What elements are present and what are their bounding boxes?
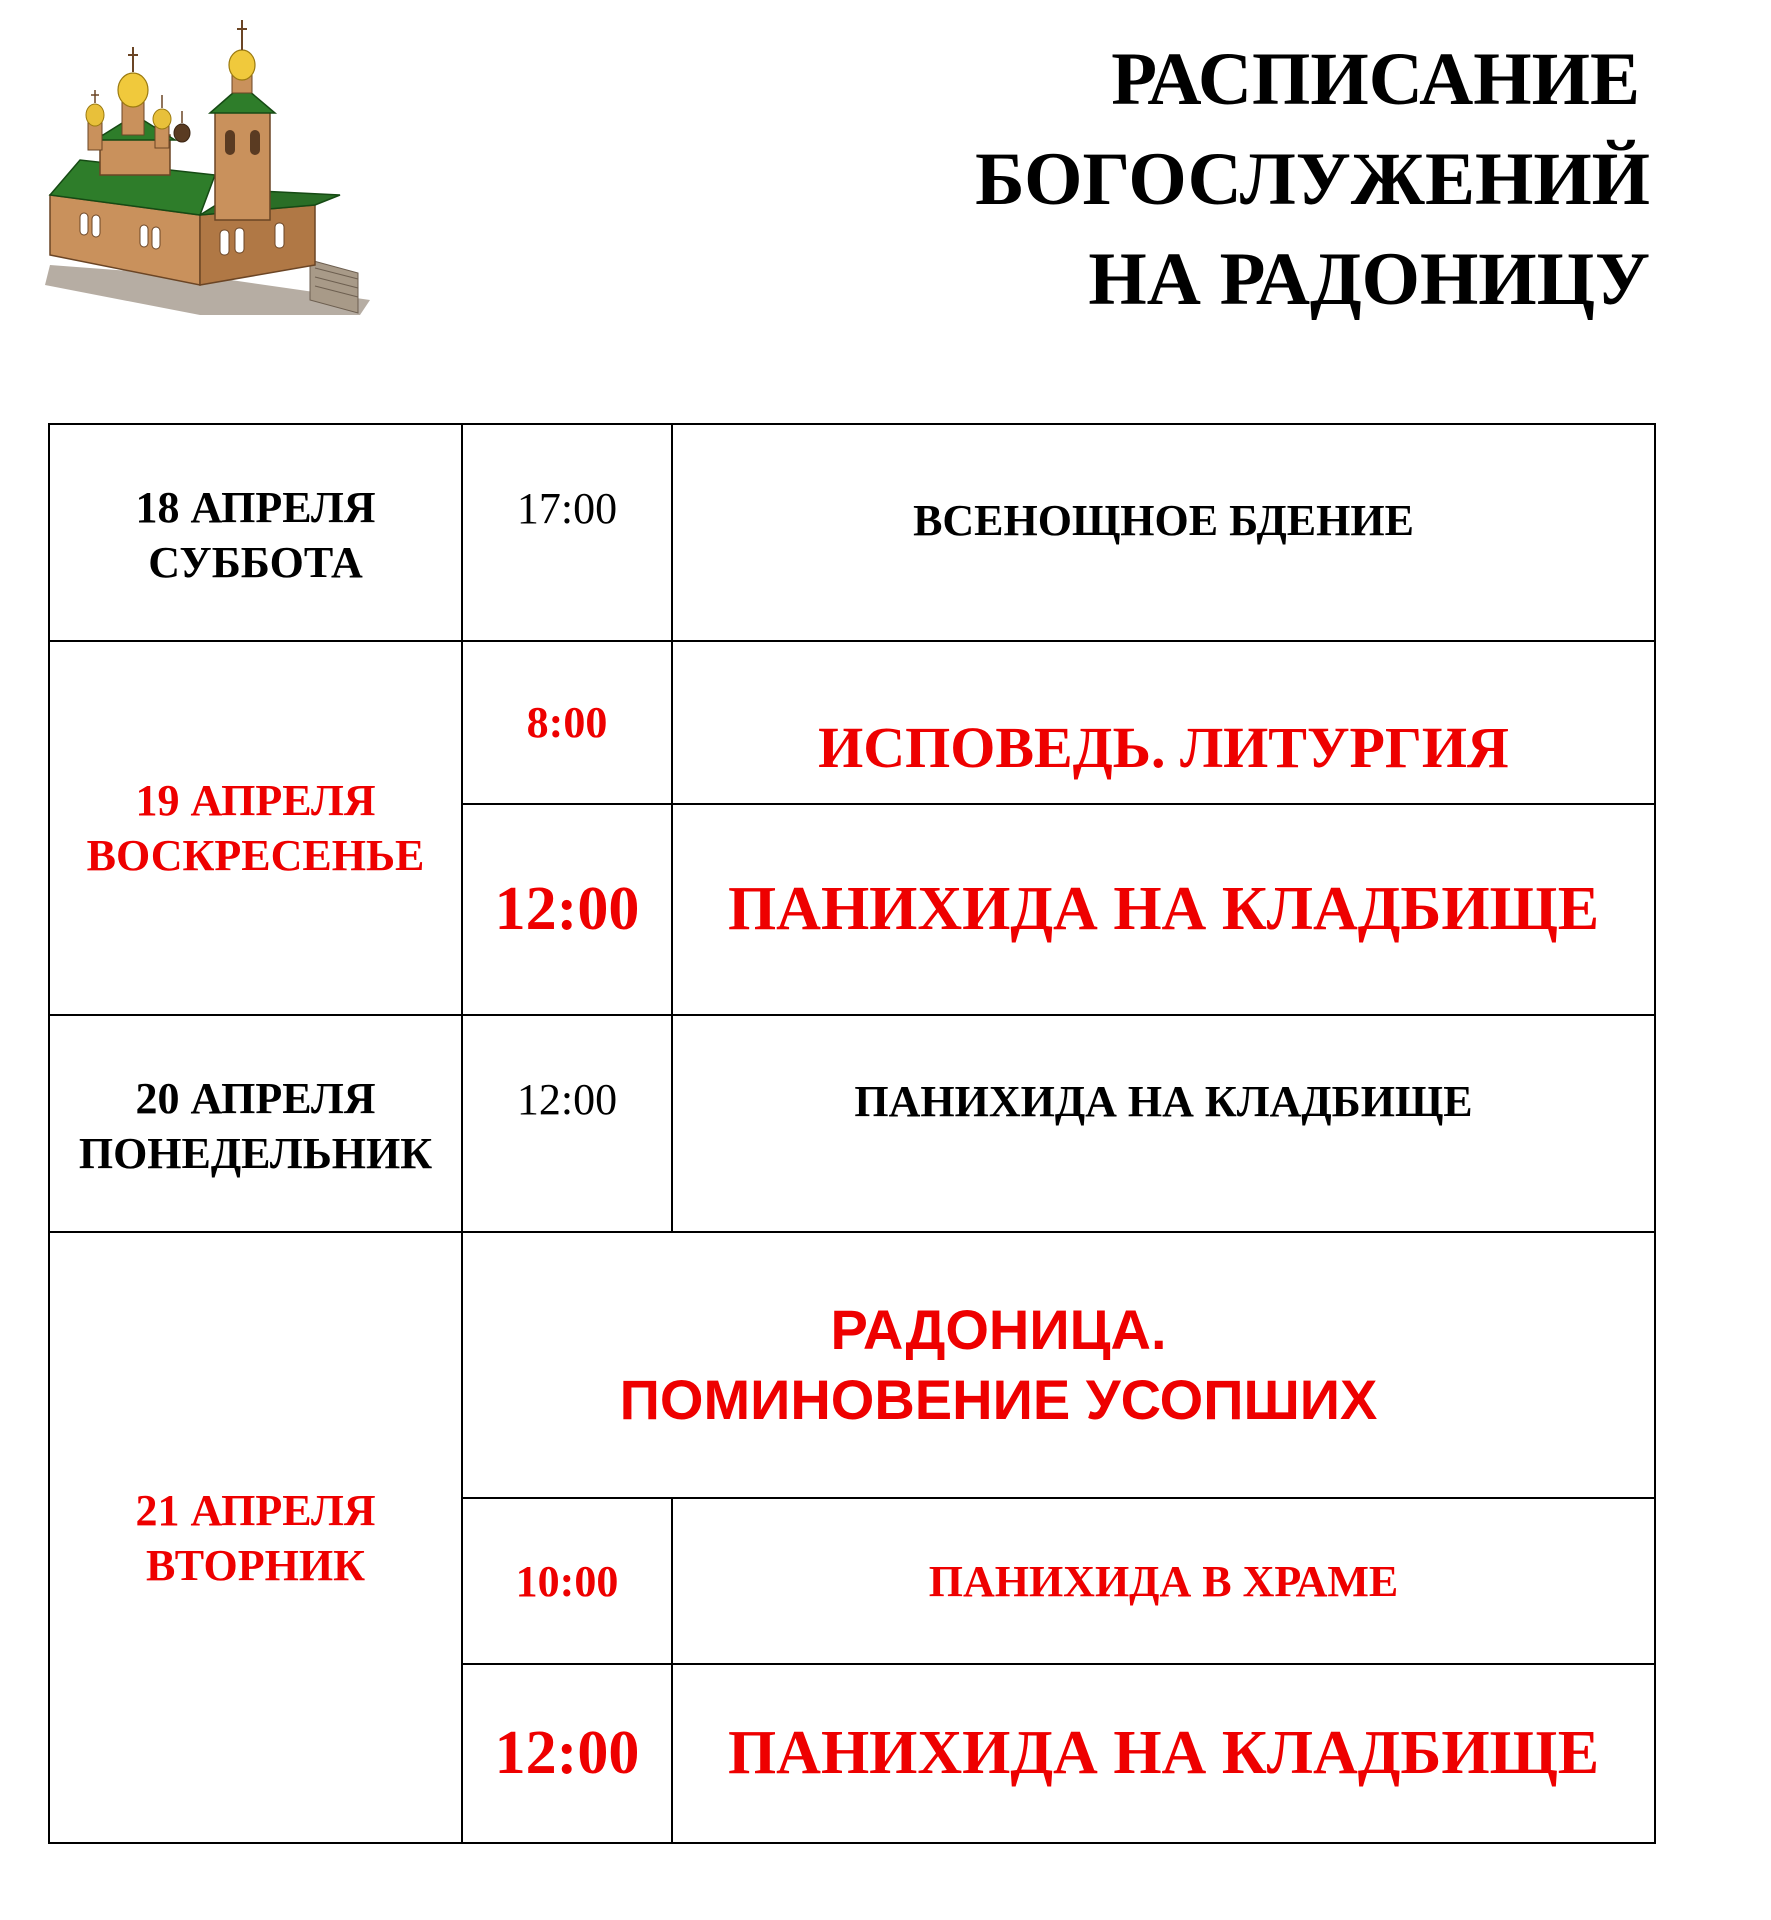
- time-cell: 12:00: [462, 1015, 672, 1232]
- weekday-label: ВТОРНИК: [146, 1540, 365, 1590]
- date-label: 19 АПРЕЛЯ: [135, 776, 376, 825]
- day-heading-line: ПОМИНОВЕНИЕ УСОПШИХ: [619, 1368, 1378, 1431]
- title-line: НА РАДОНИЦУ: [1088, 238, 1650, 321]
- date-label: 21 АПРЕЛЯ: [135, 1485, 376, 1535]
- service-cell: ВСЕНОЩНОЕ БДЕНИЕ: [672, 424, 1655, 641]
- day-heading-line: РАДОНИЦА.: [830, 1298, 1167, 1361]
- service-cell: ПАНИХИДА НА КЛАДБИЩЕ: [672, 1015, 1655, 1232]
- church-icon: [40, 15, 370, 325]
- time-cell: 17:00: [462, 424, 672, 641]
- service-cell: ИСПОВЕДЬ. ЛИТУРГИЯ: [672, 641, 1655, 804]
- date-label: 18 АПРЕЛЯ: [135, 483, 376, 532]
- table-row: [49, 1232, 1655, 1498]
- service-cell: ПАНИХИДА НА КЛАДБИЩЕ: [672, 804, 1655, 1015]
- table-row: [49, 424, 1655, 641]
- page-title: [900, 30, 1650, 330]
- date-cell: [49, 424, 462, 641]
- weekday-label: ВОСКРЕСЕНЬЕ: [86, 831, 425, 880]
- schedule-table: [48, 423, 1656, 1844]
- weekday-label: ПОНЕДЕЛЬНИК: [78, 1129, 433, 1178]
- table-row: [49, 641, 1655, 804]
- date-cell: [49, 1232, 462, 1843]
- service-cell: ПАНИХИДА НА КЛАДБИЩЕ: [672, 1664, 1655, 1843]
- day-heading: [462, 1232, 1655, 1498]
- time-cell: 12:00: [462, 1664, 672, 1843]
- date-cell: [49, 641, 462, 1015]
- time-cell: 10:00: [462, 1498, 672, 1664]
- title-line: РАСПИСАНИЕ: [1111, 38, 1640, 121]
- time-cell: 8:00: [462, 641, 672, 804]
- date-cell: [49, 1015, 462, 1232]
- title-line: БОГОСЛУЖЕНИЙ: [975, 138, 1650, 221]
- weekday-label: СУББОТА: [148, 538, 363, 587]
- service-cell: ПАНИХИДА В ХРАМЕ: [672, 1498, 1655, 1664]
- table-row: [49, 1015, 1655, 1232]
- date-label: 20 АПРЕЛЯ: [135, 1074, 376, 1123]
- time-cell: 12:00: [462, 804, 672, 1015]
